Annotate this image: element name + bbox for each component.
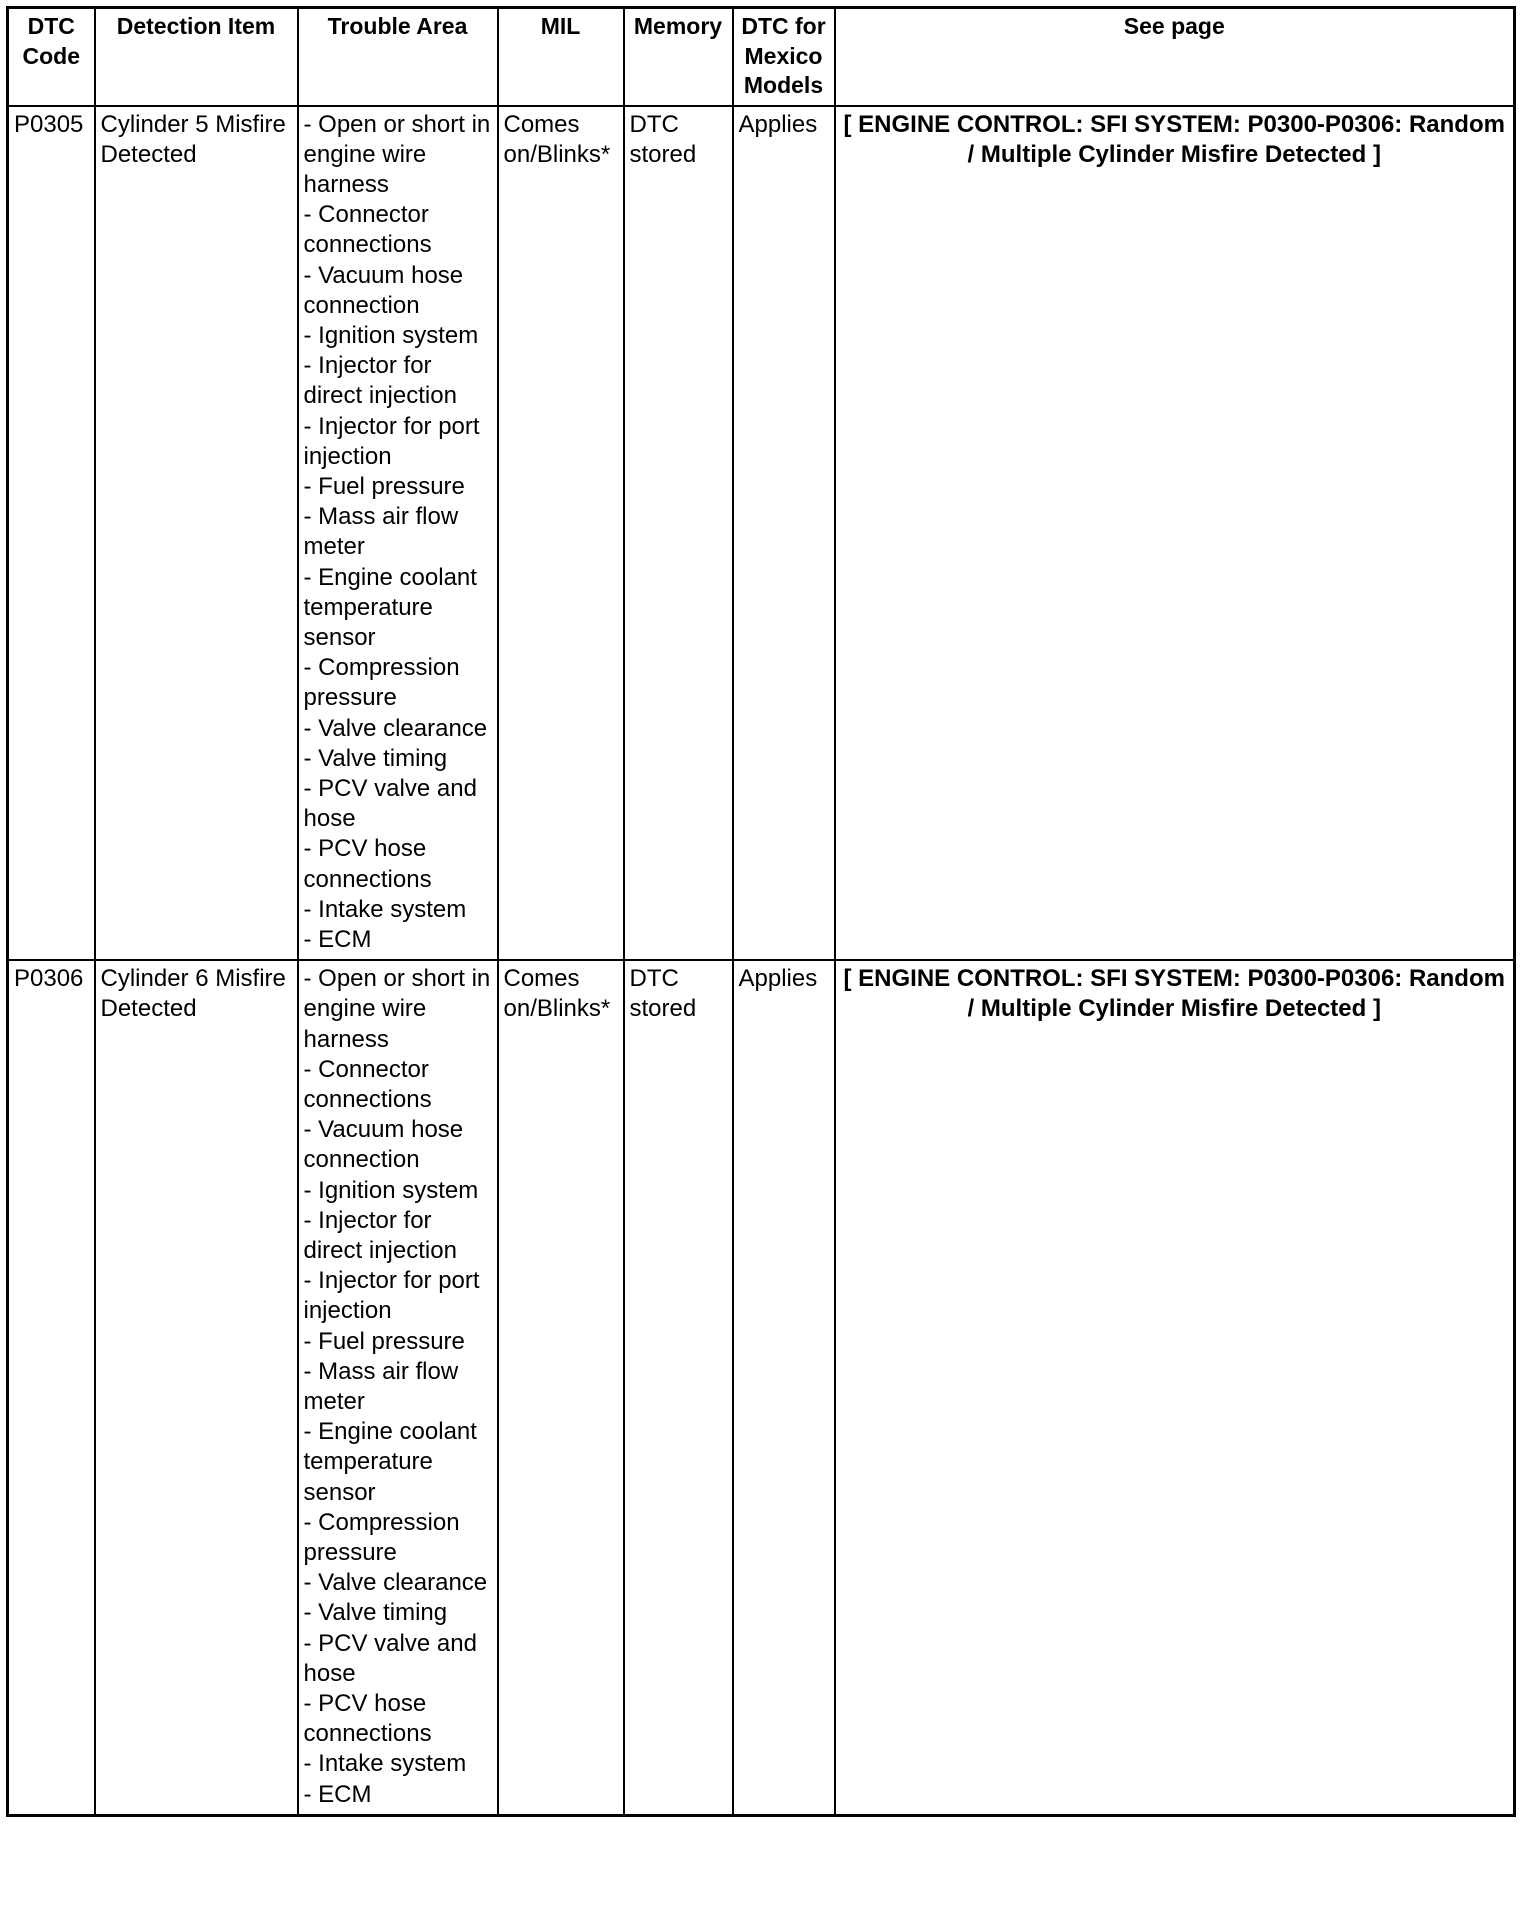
see-page-cell <box>835 960 1515 1815</box>
trouble-area-item: - Engine coolant temperature sensor <box>303 1418 477 1506</box>
see-page-link[interactable]: [ ENGINE CONTROL: SFI SYSTEM: P0300-P0306: Random / Multiple Cylinder Misfire Detected ] <box>843 965 1505 1023</box>
trouble-area-item: - Intake system <box>303 895 467 923</box>
memory-cell: DTC stored <box>624 106 733 961</box>
trouble-area-item: - Mass air flow meter <box>303 1357 459 1416</box>
table-row <box>8 106 1515 961</box>
trouble-area-item: - PCV hose connections <box>303 835 432 893</box>
trouble-area-item: - ECM <box>303 925 372 953</box>
trouble-area-cell <box>298 960 498 1815</box>
dtc-mexico-cell: Applies <box>733 960 835 1815</box>
trouble-area-item: - Connector connections <box>303 201 432 259</box>
table-row <box>8 960 1515 1815</box>
dtc-mexico-cell: Applies <box>733 106 835 961</box>
trouble-area-item: - Valve clearance <box>303 714 488 742</box>
trouble-area-item: - Compression pressure <box>303 1508 460 1567</box>
trouble-area-item: - Intake system <box>303 1750 467 1778</box>
header-dtc-mexico: DTC for Mexico Models <box>733 8 835 106</box>
trouble-area-item: - Injector for direct injection <box>303 352 457 410</box>
mil-cell: Comes on/Blinks* <box>498 960 624 1815</box>
detection-item-cell: Cylinder 5 Misfire Detected <box>95 106 298 961</box>
trouble-area-item: - Ignition system <box>303 321 479 349</box>
trouble-area-item: - Injector for direct injection <box>303 1206 457 1265</box>
header-dtc-code: DTC Code <box>8 8 95 106</box>
trouble-area-item: - Mass air flow meter <box>303 503 459 561</box>
dtc-code-cell: P0306 <box>8 960 95 1815</box>
header-trouble-area: Trouble Area <box>298 8 498 106</box>
trouble-area-item: - Compression pressure <box>303 654 460 712</box>
trouble-area-item: - Open or short in engine wire harness <box>303 965 491 1053</box>
trouble-area-item: - Ignition system <box>303 1176 479 1204</box>
trouble-area-item: - Injector for port injection <box>303 412 480 470</box>
header-detection-item: Detection Item <box>95 8 298 106</box>
table-header-row <box>8 8 1515 106</box>
trouble-area-item: - PCV valve and hose <box>303 1629 477 1687</box>
trouble-area-item: - Connector connections <box>303 1055 432 1113</box>
header-memory: Memory <box>624 8 733 106</box>
trouble-area-item: - Valve timing <box>303 1599 448 1627</box>
dtc-table <box>6 6 1516 1817</box>
trouble-area-item: - Vacuum hose connection <box>303 261 464 319</box>
trouble-area-item: - ECM <box>303 1780 372 1808</box>
trouble-area-item: - Fuel pressure <box>303 1327 465 1355</box>
trouble-area-item: - Injector for port injection <box>303 1267 480 1325</box>
trouble-area-item: - Open or short in engine wire harness <box>303 110 491 198</box>
trouble-area-cell <box>298 106 498 961</box>
see-page-link[interactable]: [ ENGINE CONTROL: SFI SYSTEM: P0300-P0306: Random / Multiple Cylinder Misfire Detected ] <box>843 110 1505 168</box>
trouble-area-item: - Valve timing <box>303 744 448 772</box>
trouble-area-item: - Fuel pressure <box>303 472 465 500</box>
memory-cell: DTC stored <box>624 960 733 1815</box>
see-page-cell <box>835 106 1515 961</box>
header-see-page: See page <box>835 8 1515 106</box>
dtc-code-cell: P0305 <box>8 106 95 961</box>
trouble-area-item: - Vacuum hose connection <box>303 1116 464 1174</box>
table-body <box>8 106 1515 1816</box>
mil-cell: Comes on/Blinks* <box>498 106 624 961</box>
detection-item-cell: Cylinder 6 Misfire Detected <box>95 960 298 1815</box>
trouble-area-item: - PCV hose connections <box>303 1690 432 1748</box>
header-mil: MIL <box>498 8 624 106</box>
trouble-area-item: - Valve clearance <box>303 1569 488 1597</box>
trouble-area-item: - PCV valve and hose <box>303 774 477 833</box>
trouble-area-item: - Engine coolant temperature sensor <box>303 563 477 651</box>
